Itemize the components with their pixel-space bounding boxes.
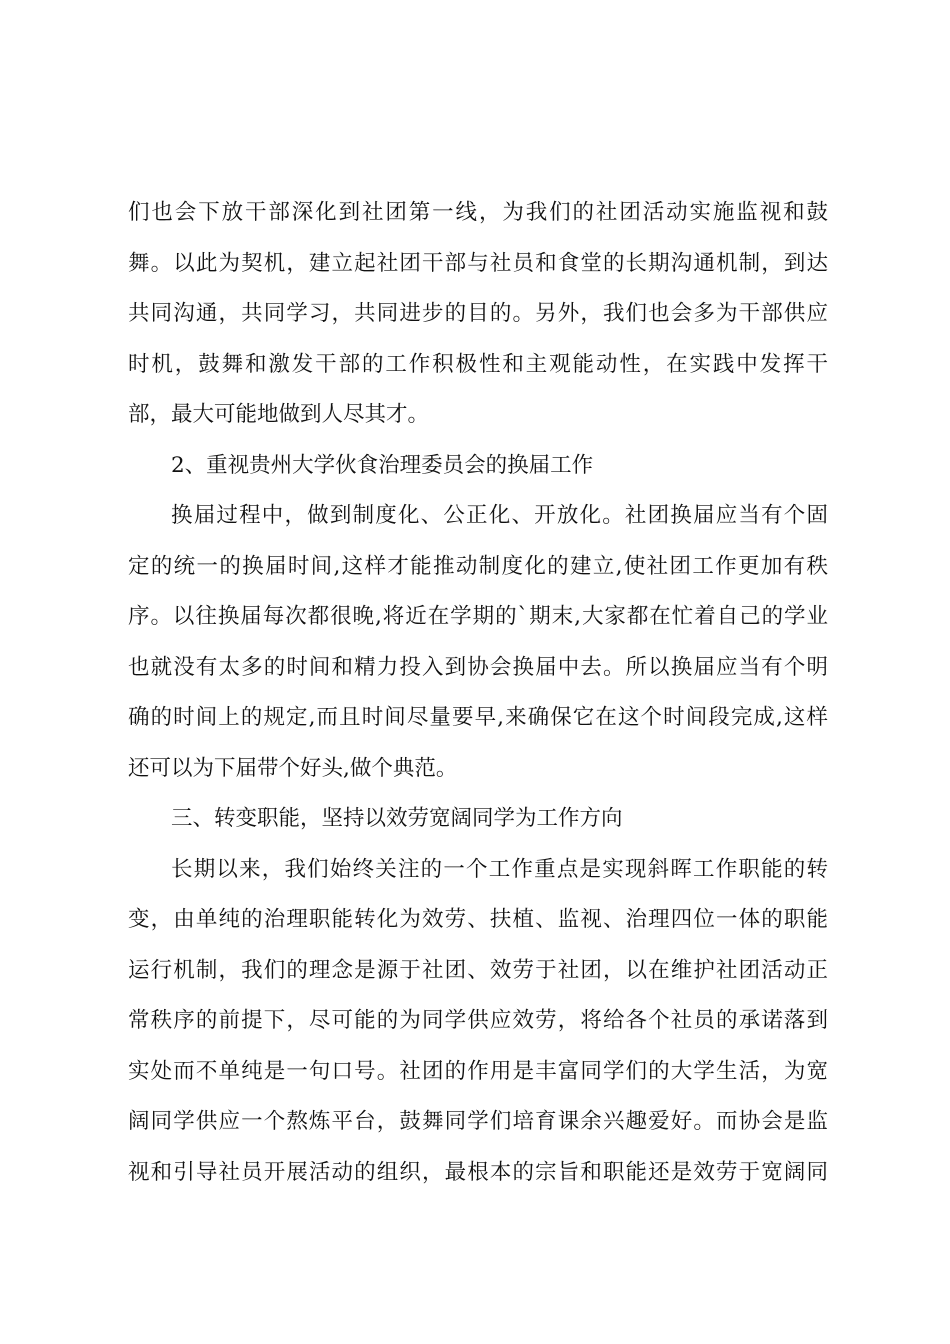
paragraph-line: 常秩序的前提下，尽可能的为同学供应效劳，将给各个社员的承诺落到: [128, 1008, 828, 1033]
paragraph-line: 定的统一的换届时间,这样才能推动制度化的建立,使社团工作更加有秩: [128, 553, 828, 579]
document-body: [128, 188, 828, 1198]
paragraph-line: 确的时间上的规定,而且时间尽量要早,来确保它在这个时间段完成,这样: [128, 705, 828, 730]
paragraph-line: 变，由单纯的治理职能转化为效劳、扶植、监视、治理四位一体的职能: [128, 907, 828, 932]
paragraph-line: 阔同学供应一个熬炼平台，鼓舞同学们培育课余兴趣爱好。而协会是监: [128, 1109, 828, 1134]
paragraph-line: 序。以往换届每次都很晚,将近在学期的`期末,大家都在忙着自己的学业: [128, 604, 828, 629]
paragraph-line: 部，最大可能地做到人尽其才。: [128, 402, 430, 427]
paragraph-line: 换届过程中，做到制度化、公正化、开放化。社团换届应当有个固: [171, 503, 828, 528]
paragraph-line: 们也会下放干部深化到社团第一线，为我们的社团活动实施监视和鼓: [128, 200, 828, 225]
paragraph-line: 还可以为下届带个好头,做个典范。: [128, 755, 458, 781]
paragraph-line: 时机，鼓舞和激发干部的工作积极性和主观能动性，在实践中发挥干: [128, 351, 828, 377]
paragraph-line: 共同沟通，共同学习，共同进步的目的。另外，我们也会多为干部供应: [128, 301, 828, 326]
section-heading: 2、重视贵州大学伙食治理委员会的换届工作: [171, 452, 594, 478]
paragraph-line: 运行机制，我们的理念是源于社团、效劳于社团，以在维护社团活动正: [128, 957, 828, 983]
paragraph-line: 舞。以此为契机，建立起社团干部与社员和食堂的长期沟通机制，到达: [128, 250, 828, 276]
paragraph-line: 也就没有太多的时间和精力投入到协会换届中去。所以换届应当有个明: [128, 654, 828, 680]
paragraph-line: 实处而不单纯是一句口号。社团的作用是丰富同学们的大学生活，为宽: [128, 1058, 828, 1084]
paragraph-line: 视和引导社员开展活动的组织，最根本的宗旨和职能还是效劳于宽阔同: [128, 1159, 828, 1185]
paragraph-line: 长期以来，我们始终关注的一个工作重点是实现斜晖工作职能的转: [171, 856, 828, 882]
section-heading: 三、转变职能，坚持以效劳宽阔同学为工作方向: [171, 806, 623, 831]
